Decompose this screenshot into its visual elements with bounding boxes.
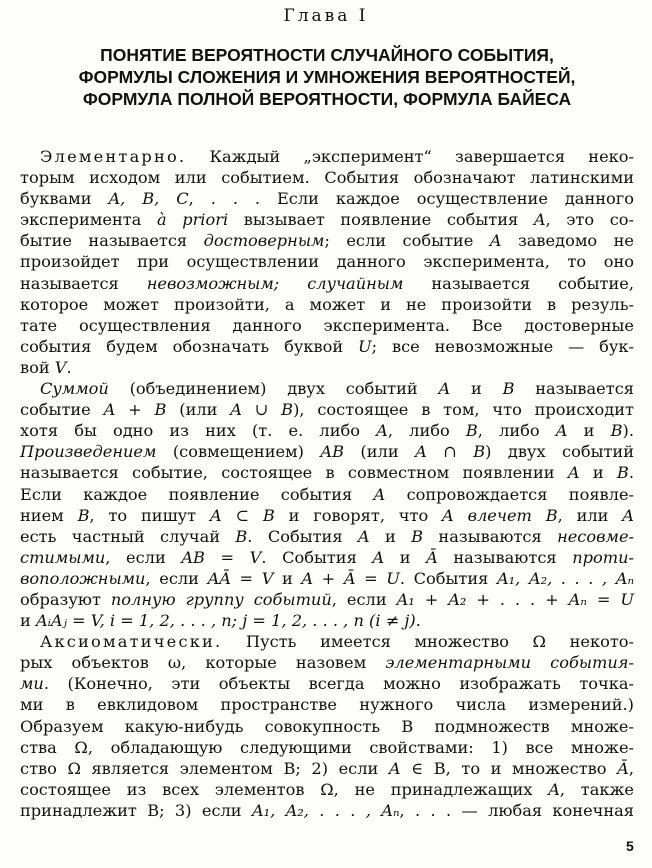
text-line [20, 230, 634, 251]
text-run: образуют [20, 589, 111, 609]
text-run: , или [557, 505, 623, 525]
text-run: A влечет B [442, 505, 558, 525]
text-run: A [555, 421, 568, 441]
text-run: и говорят, что [274, 505, 443, 525]
text-run: рых объектов ω, которые назовем [20, 653, 386, 673]
text-run: AᵢAⱼ = V, i = 1, 2, . . . , n; j = 1, 2, . . . , n (i ≠ j) [35, 611, 416, 631]
text-run: ми [20, 674, 44, 694]
text-line [20, 146, 634, 167]
text-run: A₁, A₂, . . . , Aₙ [251, 800, 400, 820]
text-run: AĀ = V [207, 568, 274, 588]
text-run: V [54, 357, 67, 377]
text-run: невозможным; случайным [146, 273, 404, 293]
text-run: заведомо не [501, 231, 635, 251]
text-line [20, 758, 634, 779]
text-run: торым исходом или событием. События обозначают латинскими [20, 168, 634, 188]
text-run: Каждый „эксперимент“ завершается неко- [186, 147, 634, 166]
text-run: , также [559, 779, 634, 799]
text-run: называется [514, 379, 634, 399]
text-line [20, 273, 634, 294]
text-run: U [358, 336, 372, 356]
text-run: называется [20, 273, 147, 293]
text-run: состоящее из всех элементов Ω, не принадлежащих [20, 779, 549, 799]
text-run: A [489, 231, 502, 251]
text-run: и [567, 421, 611, 441]
text-run: B [502, 379, 515, 399]
text-line [20, 547, 634, 568]
chapter-title [22, 44, 632, 110]
text-run: A [372, 547, 385, 567]
text-run: , . . . — любая конечная [399, 800, 635, 820]
text-line [20, 505, 634, 526]
text-line [20, 336, 634, 357]
text-line [20, 462, 634, 483]
text-run: событие [20, 400, 104, 420]
text-run: A₁, A₂, . . . , Aₙ [496, 568, 635, 588]
text-run: ), состоящее в том, что происходит [293, 400, 634, 420]
body-text [20, 146, 634, 821]
text-line [20, 484, 634, 505]
text-run: . События [247, 526, 358, 546]
text-run: , если [331, 589, 397, 609]
text-run: сопровождается появле- [385, 484, 634, 504]
text-run: стимыми [20, 547, 106, 567]
chapter-heading: Глава I [283, 6, 369, 26]
text-line [20, 631, 634, 652]
text-run: Суммой [40, 379, 109, 399]
text-run: Пусть имеется множество Ω некото- [222, 632, 634, 652]
text-run: B [235, 526, 248, 546]
text-run: Образуем какую-нибудь совокупность B подмножеств множе- [20, 716, 634, 736]
text-run: произойдет при осуществлении данного эксперимента, то оно [20, 252, 634, 272]
text-run: . (Конечно, эти объекты всегда можно изображать точка- [43, 674, 634, 694]
text-run: , либо [477, 421, 556, 441]
text-run: B [465, 421, 478, 441]
text-run: Аксиоматически. [40, 632, 223, 652]
text-run: и [20, 611, 36, 631]
text-run: B [77, 505, 90, 525]
text-line [20, 737, 634, 758]
text-line [20, 779, 634, 800]
text-line [20, 378, 634, 399]
text-run: Ā [617, 758, 629, 778]
text-run: A + Ā = U [301, 568, 400, 588]
text-run: воположными [20, 568, 146, 588]
text-run: принадлежит B; 3) если [20, 800, 252, 820]
text-run: B [610, 421, 623, 441]
text-run: , если [105, 547, 182, 567]
text-run: называется событие, состоящее в совместном появлении [20, 463, 568, 483]
text-run: . События [399, 568, 497, 588]
text-run: вызывает появление события [228, 210, 534, 230]
text-run: A [567, 463, 580, 483]
text-line [20, 188, 634, 209]
text-run: A ∪ B [230, 400, 294, 420]
text-run: . [66, 357, 72, 377]
text-line [20, 610, 634, 631]
text-run: (совмещением) [156, 442, 321, 462]
text-run: (объединением) двух событий [108, 379, 439, 399]
text-run: эксперимента [20, 210, 157, 230]
text-run: A [548, 779, 560, 799]
text-run: A + B [103, 400, 167, 420]
text-run: AB [320, 442, 344, 462]
text-run: AB = V [181, 547, 262, 567]
text-run: Элементарно. [40, 147, 187, 166]
text-run: A [622, 505, 634, 525]
text-run: , если [145, 568, 208, 588]
text-run: (или [344, 442, 416, 462]
text-run: , это со- [545, 210, 634, 230]
text-line [20, 716, 634, 737]
text-run: A [357, 526, 370, 546]
chapter-title-line: ПОНЯТИЕ ВЕРОЯТНОСТИ СЛУЧАЙНОГО СОБЫТИЯ, [100, 45, 554, 65]
text-line [20, 441, 634, 462]
text-run: и [450, 379, 503, 399]
text-run: элементарными события- [385, 653, 634, 673]
text-run: , . . . Если каждое осуществление данного [188, 189, 635, 209]
text-run: вой [20, 357, 55, 377]
text-run: ) двух событий [485, 442, 634, 462]
text-run: ства Ω, обладающую следующими свойствами: 1) все множе- [20, 737, 634, 757]
text-run: есть частный случай [20, 526, 236, 546]
text-run: ; все невозможные — бук- [371, 336, 634, 356]
text-run: A, B, C [108, 189, 189, 209]
text-run: хотя бы одно из них (т. е. либо [20, 421, 377, 441]
text-line [20, 652, 634, 673]
text-line [20, 673, 634, 694]
text-line [20, 357, 634, 378]
text-run: ми в евклидовом пространстве нужного числа измерений.) [20, 695, 634, 715]
text-run: и [273, 568, 302, 588]
text-line [20, 315, 634, 336]
text-run: A ⊂ B [209, 505, 275, 525]
text-line [20, 589, 634, 610]
text-run: буквами [20, 189, 109, 209]
text-run: полную группу событий [110, 589, 332, 609]
text-run: A [533, 210, 546, 230]
text-line [20, 399, 634, 420]
text-line [20, 526, 634, 547]
chapter-title-line: ФОРМУЛЫ СЛОЖЕНИЯ И УМНОЖЕНИЯ ВЕРОЯТНОСТЕЙ, [78, 67, 576, 87]
text-run: , то пишут [89, 505, 210, 525]
text-run: Произведением [20, 442, 157, 462]
text-run: à priori [156, 210, 229, 230]
text-line [20, 251, 634, 272]
text-line [20, 167, 634, 188]
text-run: ∈ B, то и множество [400, 758, 618, 778]
text-run: A ∩ B [415, 442, 486, 462]
page-number: 5 [626, 838, 634, 854]
text-run: и [384, 547, 427, 567]
text-run: тате осуществления данного эксперимента. Все достоверные [20, 315, 634, 335]
text-line [20, 209, 634, 230]
text-run: B [411, 526, 424, 546]
text-run: называются [437, 547, 573, 567]
text-run: , [628, 758, 634, 778]
text-run: и [579, 463, 617, 483]
text-run: проти- [572, 547, 634, 567]
text-run: . [415, 611, 421, 631]
text-run: нием [20, 505, 78, 525]
text-run: несовме- [557, 526, 635, 546]
text-run: ство Ω является элементом B; 2) если [20, 758, 389, 778]
text-run: называются [423, 526, 558, 546]
text-run: A₁ + A₂ + . . . + Aₙ = U [396, 589, 634, 609]
text-run: ; если событие [324, 231, 490, 251]
text-run: ). [622, 421, 634, 441]
text-run: A [376, 421, 388, 441]
text-run: A [438, 379, 451, 399]
text-run: события будем обозначать буквой [20, 336, 358, 356]
text-run: бытие называется [20, 231, 204, 251]
text-run: достоверным [203, 231, 325, 251]
text-run: и [369, 526, 412, 546]
text-run: . События [261, 547, 373, 567]
text-run: которое может произойти, а может и не произойти в резуль- [20, 294, 634, 314]
chapter-title-line: ФОРМУЛА ПОЛНОЙ ВЕРОЯТНОСТИ, ФОРМУЛА БАЙЕСА [82, 89, 572, 109]
text-run: . [628, 463, 634, 483]
text-line [20, 568, 634, 589]
text-run: называется событие, [403, 273, 634, 293]
text-run: A [373, 484, 386, 504]
text-line [20, 420, 634, 441]
text-run: B [616, 463, 629, 483]
text-line [20, 294, 634, 315]
text-run: Ā [426, 547, 438, 567]
text-run: Если каждое появление события [20, 484, 374, 504]
text-run: A [388, 758, 401, 778]
text-run: (или [166, 400, 231, 420]
text-line [20, 694, 634, 715]
text-line [20, 800, 634, 821]
text-run: , либо [387, 421, 466, 441]
